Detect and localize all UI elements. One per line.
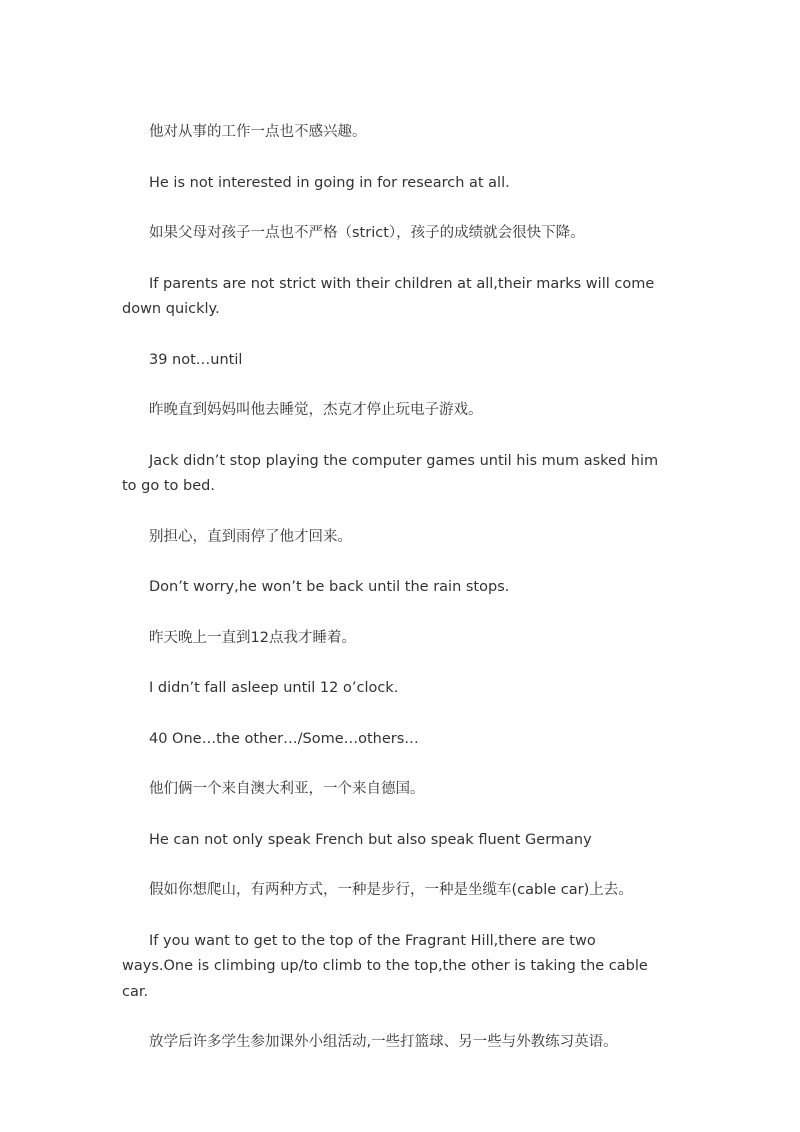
- paragraph-cn-not-interested: 他对从事的工作一点也不感兴趣。: [149, 124, 367, 140]
- paragraph-en-fragrant-hill: If you want to get to the top of the Fragrant Hill,there are two ways.One is climbing up/to climb to the top,the other is taking the cable car.: [122, 932, 648, 1000]
- document-body: [122, 120, 670, 1081]
- paragraph-en-french-germany: He can not only speak French but also speak fluent Germany: [149, 831, 592, 848]
- paragraph-en-not-interested: He is not interested in going in for research at all.: [149, 174, 510, 191]
- section-heading-40: 40 One…the other…/Some…others…: [149, 730, 419, 747]
- paragraph-en-parents-strict: If parents are not strict with their children at all,their marks will come down quickly.: [122, 275, 655, 317]
- paragraph-cn-rain-stops: 别担心，直到雨停了他才回来。: [149, 528, 352, 545]
- paragraph-en-rain-stops: Don’t worry,he won’t be back until the rain stops.: [149, 579, 510, 595]
- paragraph-en-fall-asleep: I didn’t fall asleep until 12 o’clock.: [149, 680, 399, 696]
- paragraph-cn-two-countries: 他们俩一个来自澳大利亚，一个来自德国。: [149, 781, 425, 797]
- paragraph-cn-fall-asleep: 昨天晚上一直到12点我才睡着。: [149, 629, 356, 646]
- paragraph-cn-climb-mountain: 假如你想爬山，有两种方式，一种是步行，一种是坐缆车(cable car)上去。: [149, 882, 633, 898]
- paragraph-cn-parents-strict: 如果父母对孩子一点也不严格（strict），孩子的成绩就会很快下降。: [149, 225, 585, 241]
- paragraph-cn-jack-games: 昨晚直到妈妈叫他去睡觉，杰克才停止玩电子游戏。: [149, 402, 483, 418]
- section-heading-39: 39 not…until: [149, 351, 243, 368]
- paragraph-en-jack-games: Jack didn’t stop playing the computer games until his mum asked him to go to bed.: [122, 452, 659, 494]
- paragraph-cn-after-school: 放学后许多学生参加课外小组活动,一些打篮球、另一些与外教练习英语。: [149, 1034, 618, 1050]
